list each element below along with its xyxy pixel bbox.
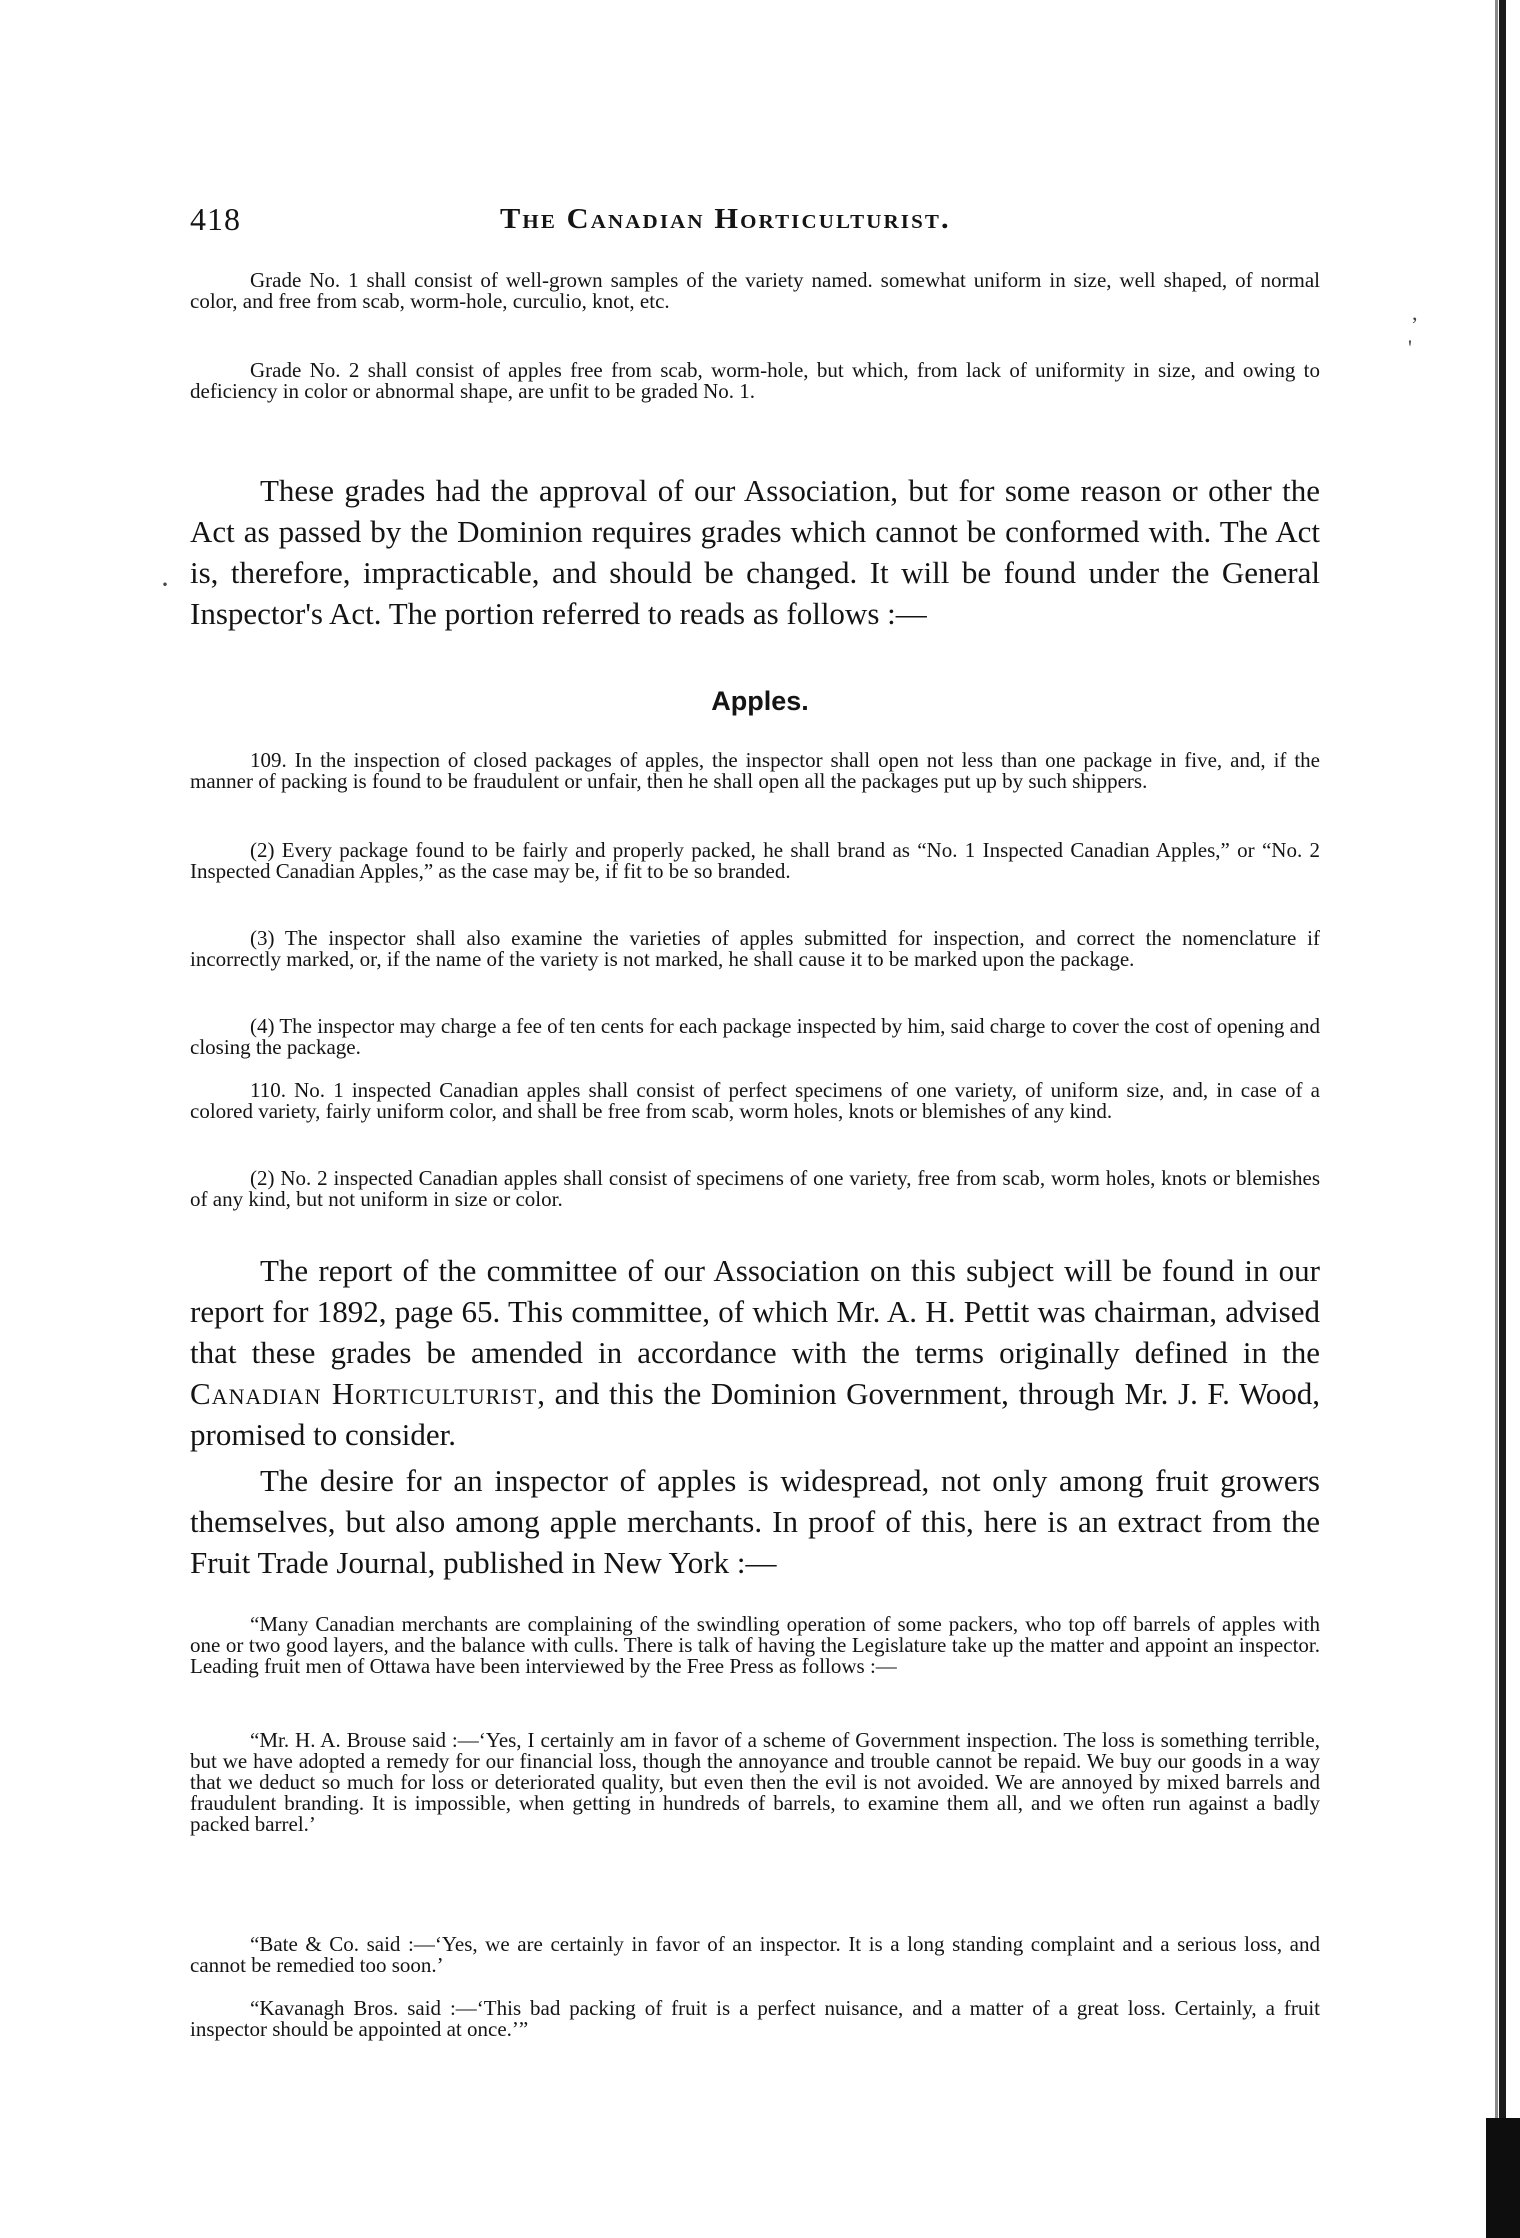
act-section-110: 110. No. 1 inspected Canadian apples shall consist of perfect specimens of one variety, of uniform size, and, in case of a colored variety, fairly uniform color, and shall be free from scab, worm holes, knots or blemishes of any kind. <box>190 1078 1320 1123</box>
page-edge-shadow <box>1495 0 1498 2238</box>
section-heading-apples: Apples. <box>711 686 809 716</box>
page-number: 418 <box>190 201 241 237</box>
report-text-before: The report of the committee of our Association on this subject will be found in our report for 1892, page 65. This committee, of which Mr. A. H. Pettit was chairman, advised that these grades be amended in accordance with the terms originally defined in the <box>190 1253 1320 1370</box>
paragraph-grades-approval: These grades had the approval of our Association, but for some reason or other the Act as passed by the Dominion requires grades which cannot be conformed with. The Act is, therefore, impracticable, and should be changed. It will be found under the General Inspector's Act. The portion referred to reads as follows :— <box>190 473 1320 631</box>
extract-intro: “Many Canadian merchants are complaining of the swindling operation of some packers, who top off barrels of apples with one or two good layers, and the balance with culls. There is talk of having the Legislature take up the matter and appoint an inspector. Leading fruit men of Ottawa have been interviewed by the Free Press as follows :— <box>190 1612 1320 1678</box>
paragraph-committee-report <box>190 1250 1320 1455</box>
act-section-109-4: (4) The inspector may charge a fee of ten cents for each package inspected by him, said charge to cover the cost of opening and closing the package. <box>190 1014 1320 1059</box>
extract-brouse-quote: “Mr. H. A. Brouse said :—‘Yes, I certainly am in favor of a scheme of Government inspection. The loss is something terrible, but we have adopted a remedy for our financial loss, though the annoyance and trouble cannot be repaid. We buy our goods in a way that we deduct so much for loss or deteriorated quality, but even then the evil is not avoided. We are annoyed by mixed barrels and fraudulent branding. It is impossible, when getting in hundreds of barrels, to examine them all, and we often run against a badly packed barrel.’ <box>190 1728 1320 1836</box>
journal-name: Canadian Horticulturist <box>190 1376 538 1411</box>
extract-kavanagh-quote: “Kavanagh Bros. said :—‘This bad packing of fruit is a perfect nuisance, and a matter of a great loss. Certainly, a fruit inspector should be appointed at once.’” <box>190 1996 1320 2041</box>
act-section-109: 109. In the inspection of closed packages of apples, the inspector shall open not less than one package in five, and, if the manner of packing is found to be fraudulent or unfair, then he shall open all the packages put up by such shippers. <box>190 748 1320 793</box>
act-section-109-2: (2) Every package found to be fairly and properly packed, he shall brand as “No. 1 Inspected Canadian Apples,” or “No. 2 Inspected Canadian Apples,” as the case may be, if fit to be so branded. <box>190 838 1320 883</box>
report-text-after: , and this the Dominion Government, through Mr. J. F. Wood, promised to consider. <box>190 1376 1320 1452</box>
grade-2-definition: Grade No. 2 shall consist of apples free from scab, worm-hole, but which, from lack of uniformity in size, and owing to deficiency in color or abnormal shape, are unfit to be graded No. 1. <box>190 358 1320 403</box>
page-edge-rule <box>1499 0 1506 2238</box>
margin-speck: ' <box>1408 335 1412 360</box>
margin-speck: · <box>160 568 170 601</box>
act-section-109-3: (3) The inspector shall also examine the varieties of apples submitted for inspection, and correct the nomenclature if incorrectly marked, or, if the name of the variety is not marked, he shall cause it to be marked upon the package. <box>190 926 1320 971</box>
extract-bate-quote: “Bate & Co. said :—‘Yes, we are certainly in favor of an inspector. It is a long standing complaint and a serious loss, and cannot be remedied too soon.’ <box>190 1932 1320 1977</box>
act-section-110-2: (2) No. 2 inspected Canadian apples shall consist of specimens of one variety, free from scab, worm holes, knots or blemishes of any kind, but not uniform in size or color. <box>190 1166 1320 1211</box>
paragraph-inspector-desire: The desire for an inspector of apples is widespread, not only among fruit growers themselves, but also among apple merchants. In proof of this, here is an extract from the Fruit Trade Journal, published in New York :— <box>190 1463 1320 1580</box>
margin-speck: , <box>1412 300 1418 325</box>
running-title: The Canadian Horticulturist. <box>500 203 951 235</box>
page-corner-mark <box>1486 2118 1520 2238</box>
grade-1-definition: Grade No. 1 shall consist of well-grown samples of the variety named. somewhat uniform in size, well shaped, of normal color, and free from scab, worm-hole, curculio, knot, etc. <box>190 268 1320 313</box>
